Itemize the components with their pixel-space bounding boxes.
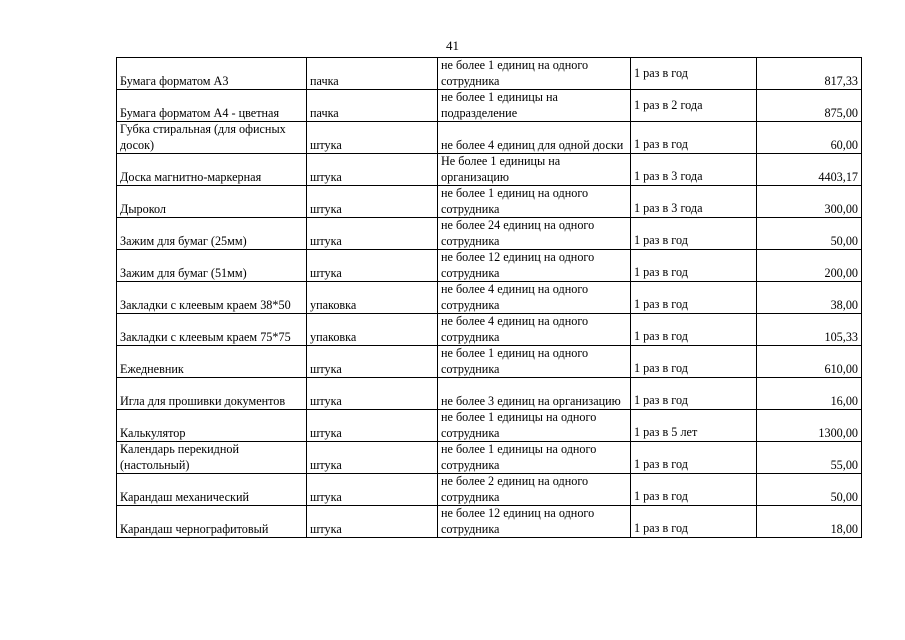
item-limit-cell: не более 1 единиц на одного сотрудника bbox=[438, 186, 631, 218]
item-unit-cell: пачка bbox=[307, 90, 438, 122]
item-price-cell: 105,33 bbox=[757, 314, 862, 346]
item-limit-cell: не более 2 единиц на одного сотрудника bbox=[438, 474, 631, 506]
supplies-table bbox=[116, 57, 862, 538]
item-unit-cell: штука bbox=[307, 218, 438, 250]
item-unit-cell: штука bbox=[307, 186, 438, 218]
item-price-cell: 4403,17 bbox=[757, 154, 862, 186]
item-unit-cell: пачка bbox=[307, 58, 438, 90]
item-period-cell: 1 раз в год bbox=[631, 122, 757, 154]
item-limit-cell: не более 1 единиц на одного сотрудника bbox=[438, 58, 631, 90]
item-price-cell: 50,00 bbox=[757, 218, 862, 250]
item-price-cell: 16,00 bbox=[757, 378, 862, 410]
item-name-cell: Ежедневник bbox=[117, 346, 307, 378]
item-limit-cell: не более 12 единиц на одного сотрудника bbox=[438, 250, 631, 282]
item-limit-cell: не более 1 единиц на одного сотрудника bbox=[438, 346, 631, 378]
item-period-cell: 1 раз в год bbox=[631, 250, 757, 282]
item-unit-cell: штука bbox=[307, 378, 438, 410]
item-unit-cell: штука bbox=[307, 506, 438, 538]
item-limit-cell: не более 1 единицы на одного сотрудника bbox=[438, 442, 631, 474]
table-row bbox=[117, 154, 862, 186]
table-row bbox=[117, 346, 862, 378]
item-unit-cell: штука bbox=[307, 346, 438, 378]
item-price-cell: 300,00 bbox=[757, 186, 862, 218]
table-row bbox=[117, 90, 862, 122]
item-name-cell: Карандаш механический bbox=[117, 474, 307, 506]
item-period-cell: 1 раз в год bbox=[631, 346, 757, 378]
item-limit-cell: не более 3 единиц на организацию bbox=[438, 378, 631, 410]
table-row bbox=[117, 58, 862, 90]
item-price-cell: 200,00 bbox=[757, 250, 862, 282]
table-row bbox=[117, 122, 862, 154]
table-row bbox=[117, 282, 862, 314]
item-name-cell: Дырокол bbox=[117, 186, 307, 218]
table-row bbox=[117, 218, 862, 250]
item-period-cell: 1 раз в 3 года bbox=[631, 186, 757, 218]
item-unit-cell: упаковка bbox=[307, 314, 438, 346]
item-name-cell: Календарь перекидной (настольный) bbox=[117, 442, 307, 474]
item-period-cell: 1 раз в год bbox=[631, 218, 757, 250]
table-row bbox=[117, 506, 862, 538]
item-price-cell: 1300,00 bbox=[757, 410, 862, 442]
item-name-cell: Игла для прошивки документов bbox=[117, 378, 307, 410]
item-period-cell: 1 раз в 3 года bbox=[631, 154, 757, 186]
item-limit-cell: не более 1 единицы на одного сотрудника bbox=[438, 410, 631, 442]
item-price-cell: 50,00 bbox=[757, 474, 862, 506]
item-name-cell: Бумага форматом А3 bbox=[117, 58, 307, 90]
item-unit-cell: штука bbox=[307, 250, 438, 282]
item-period-cell: 1 раз в год bbox=[631, 506, 757, 538]
item-name-cell: Губка стиральная (для офисных досок) bbox=[117, 122, 307, 154]
table-row bbox=[117, 314, 862, 346]
item-period-cell: 1 раз в год bbox=[631, 442, 757, 474]
item-period-cell: 1 раз в год bbox=[631, 474, 757, 506]
item-price-cell: 610,00 bbox=[757, 346, 862, 378]
item-unit-cell: штука bbox=[307, 442, 438, 474]
table-row bbox=[117, 474, 862, 506]
page-number: 41 bbox=[446, 38, 459, 53]
item-limit-cell: не более 24 единиц на одного сотрудника bbox=[438, 218, 631, 250]
item-period-cell: 1 раз в 2 года bbox=[631, 90, 757, 122]
item-unit-cell: штука bbox=[307, 122, 438, 154]
item-name-cell: Зажим для бумаг (51мм) bbox=[117, 250, 307, 282]
item-limit-cell: не более 12 единиц на одного сотрудника bbox=[438, 506, 631, 538]
item-limit-cell: не более 4 единиц для одной доски bbox=[438, 122, 631, 154]
item-period-cell: 1 раз в год bbox=[631, 58, 757, 90]
item-price-cell: 875,00 bbox=[757, 90, 862, 122]
table-row bbox=[117, 186, 862, 218]
item-price-cell: 55,00 bbox=[757, 442, 862, 474]
item-name-cell: Карандаш чернографитовый bbox=[117, 506, 307, 538]
supplies-table-body bbox=[117, 58, 862, 538]
item-unit-cell: упаковка bbox=[307, 282, 438, 314]
item-unit-cell: штука bbox=[307, 474, 438, 506]
item-period-cell: 1 раз в год bbox=[631, 282, 757, 314]
item-period-cell: 1 раз в год bbox=[631, 314, 757, 346]
item-period-cell: 1 раз в год bbox=[631, 378, 757, 410]
table-row bbox=[117, 250, 862, 282]
item-period-cell: 1 раз в 5 лет bbox=[631, 410, 757, 442]
item-price-cell: 60,00 bbox=[757, 122, 862, 154]
item-name-cell: Доска магнитно-маркерная bbox=[117, 154, 307, 186]
item-name-cell: Калькулятор bbox=[117, 410, 307, 442]
table-row bbox=[117, 378, 862, 410]
item-price-cell: 18,00 bbox=[757, 506, 862, 538]
table-row bbox=[117, 410, 862, 442]
item-limit-cell: не более 1 единицы на подразделение bbox=[438, 90, 631, 122]
item-price-cell: 817,33 bbox=[757, 58, 862, 90]
item-name-cell: Зажим для бумаг (25мм) bbox=[117, 218, 307, 250]
item-unit-cell: штука bbox=[307, 154, 438, 186]
item-name-cell: Закладки с клеевым краем 38*50 bbox=[117, 282, 307, 314]
item-limit-cell: не более 4 единиц на одного сотрудника bbox=[438, 282, 631, 314]
item-name-cell: Закладки с клеевым краем 75*75 bbox=[117, 314, 307, 346]
item-limit-cell: Не более 1 единицы на организацию bbox=[438, 154, 631, 186]
item-limit-cell: не более 4 единиц на одного сотрудника bbox=[438, 314, 631, 346]
table-row bbox=[117, 442, 862, 474]
item-unit-cell: штука bbox=[307, 410, 438, 442]
item-name-cell: Бумага форматом А4 - цветная bbox=[117, 90, 307, 122]
item-price-cell: 38,00 bbox=[757, 282, 862, 314]
